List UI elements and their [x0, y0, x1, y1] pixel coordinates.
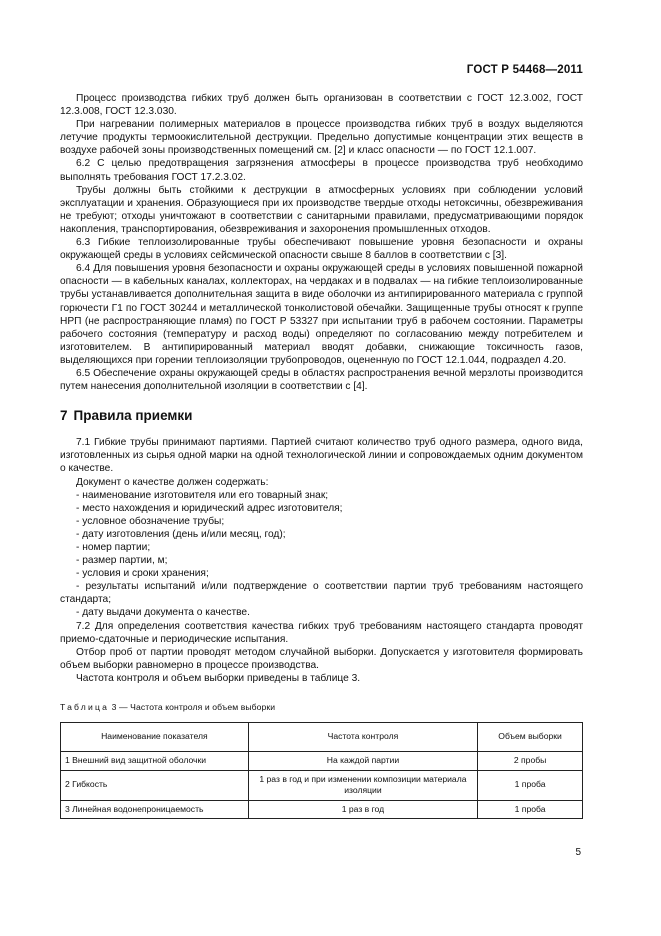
list-item: - наименование изготовителя или его товарный знак;: [76, 489, 329, 501]
paragraph: 6.5 Обеспечение охраны окружающей среды в областях распространения вечной мерзлоты производится путем нанесения дополнительной изоляции в соответствии с [4].: [60, 367, 583, 393]
page-number: 5: [575, 847, 581, 858]
paragraph: 7.1 Гибкие трубы принимают партиями. Партией считают количество труб одного размера, одного вида, изготовленных из сырья одной марки на одной технологической линии и сопровождаемых одним документом о качестве.: [60, 437, 583, 475]
table-cell: 2 Гибкость: [61, 770, 249, 800]
paragraph: Трубы должны быть стойкими к деструкции в атмосферных условиях при соблюдении условий эксплуатации и хранения. Образующиеся при их производстве твердые отходы нетоксичны, обезвреживания не требуют; отходы уничтожают в соответствии с санитарными правилами, предусматривающими порядок накопления, транспортирования, обезвреживания и захоронения промышленных отходов.: [60, 184, 583, 235]
list-item: - дату изготовления (день и/или месяц, год);: [76, 528, 286, 540]
table-caption: [60, 701, 583, 714]
list-item: - место нахождения и юридический адрес изготовителя;: [76, 502, 343, 514]
paragraph: Документ о качестве должен содержать:: [76, 476, 269, 488]
paragraph: Частота контроля и объем выборки приведены в таблице 3.: [76, 672, 361, 684]
table-cell: 1 раз в год: [248, 800, 477, 819]
list-item: - условия и сроки хранения;: [76, 568, 209, 580]
table-cell: На каждой партии: [248, 752, 477, 771]
section-title: Правила приемки: [73, 408, 193, 424]
column-header: Наименование показателя: [61, 723, 249, 752]
paragraph: Отбор проб от партии проводят методом случайной выборки. Допускается у изготовителя формировать объем выборки равномерно в процессе производства.: [60, 646, 583, 671]
list-item: - дату выдачи документа о качестве.: [76, 607, 250, 619]
table-cell: 1 проба: [478, 800, 583, 819]
table-cell: 3 Линейная водонепроницаемость: [61, 800, 249, 819]
section-number: 7: [60, 408, 68, 424]
list-item: - номер партии;: [76, 542, 151, 553]
column-header: Частота контроля: [248, 723, 477, 752]
column-header: Объем выборки: [478, 723, 583, 752]
table-row: [61, 770, 583, 800]
table-3: [60, 722, 583, 819]
list-item: - условное обозначение трубы;: [76, 515, 225, 527]
table-header-row: [61, 723, 583, 752]
paragraph: 6.4 Для повышения уровня безопасности и охраны окружающей среды в условиях повышенной пожарной опасности — в кабельных каналах, коллекторах, на чердаках и в подвалах — на гибкие теплоизолированные трубы устанавливается дополнительная защита в виде оболочки из антипирированного материала с группой горючести Г1 по ГОСТ 30244 и металлической тонколистовой обечайки. Защищенные трубы относят к группе НРП (не распространяющие пламя) по ГОСТ Р 53327 при испытании труб в рабочем состоянии. Параметры рабочего состояния (температуру и расход воды) определяют по согласованию между потребителем и изготовителем. В антипирированный материал вводят добавки, снижающие токсичность газов, выделяющихся при горении теплоизоляции трубопроводов, оцененную по ГОСТ 12.1.044, подраздел 4.20.: [60, 263, 583, 366]
document-header-id: ГОСТ Р 54468—2011: [466, 64, 583, 76]
table-caption-label: Таблица: [60, 702, 110, 713]
table-cell: 1 проба: [478, 770, 583, 800]
table-cell: 2 пробы: [478, 752, 583, 771]
table-cell: 1 Внешний вид защитной оболочки: [61, 752, 249, 771]
table-row: [61, 752, 583, 771]
paragraph: 6.3 Гибкие теплоизолированные трубы обеспечивают повышение уровня безопасности и охраны окружающей среды в условиях сейсмической опасности свыше 8 баллов в соответствии с [3].: [60, 237, 583, 262]
list-item: - размер партии, м;: [76, 555, 168, 567]
page-content: [60, 92, 583, 819]
paragraph: 7.2 Для определения соответствия качества гибких труб требованиям настоящего стандарта проводят приемо-сдаточные и периодические испытания.: [60, 620, 583, 645]
table-row: [61, 800, 583, 819]
paragraph: При нагревании полимерных материалов в процессе производства гибких труб в воздух выделяются летучие продукты термоокислительной деструкции. Предельно допустимые концентрации этих веществ в воздухе рабочей зоны производственных помещений см. [2] и класс опасности — по ГОСТ 12.1.007.: [60, 119, 583, 157]
section-heading: [60, 409, 583, 422]
paragraph: 6.2 С целью предотвращения загрязнения атмосферы в процессе производства труб необходимо выполнять требования ГОСТ 17.2.3.02.: [60, 158, 583, 183]
list-item: - результаты испытаний и/или подтверждение о соответствии партии труб требованиям настоящего стандарта;: [60, 581, 583, 606]
paragraph: Процесс производства гибких труб должен быть организован в соответствии с ГОСТ 12.3.002, ГОСТ 12.3.008, ГОСТ 12.3.030.: [60, 93, 583, 118]
table-cell: 1 раз в год и при изменении композиции материала изоляции: [248, 770, 477, 800]
table-caption-text: 3 — Частота контроля и объем выборки: [111, 702, 276, 713]
